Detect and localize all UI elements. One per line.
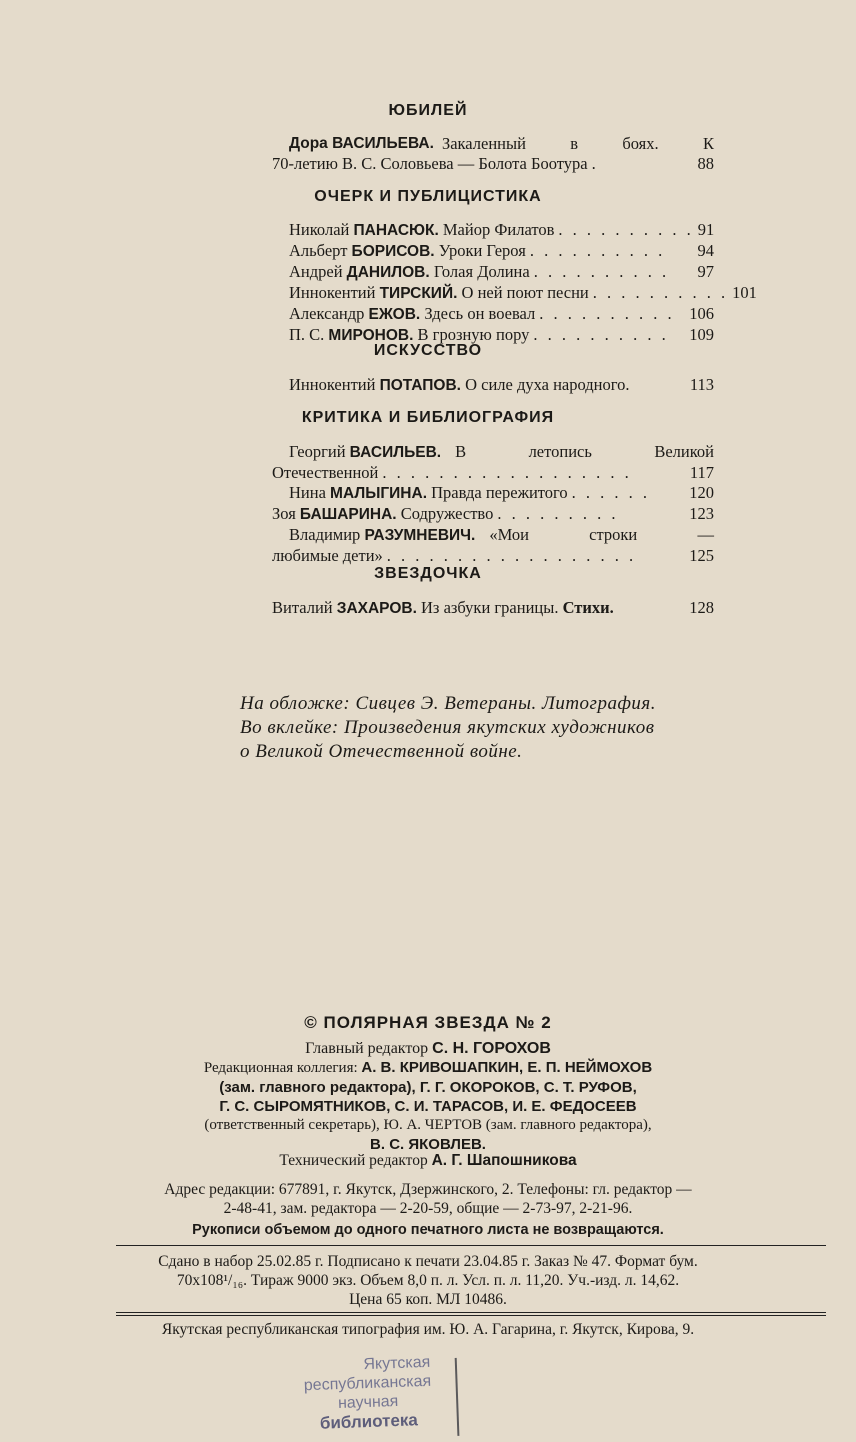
toc-title: В грозную пору <box>417 325 530 344</box>
toc-leader-dots: . . . . . . . . . . . . . . . . . . <box>382 463 632 482</box>
toc-line <box>272 463 714 483</box>
tech-editor-label: Технический редактор <box>279 1152 428 1169</box>
cover-note-line: На обложке: Сивцев Э. Ветераны. Литография. <box>240 693 657 714</box>
toc-line <box>272 598 714 619</box>
toc-author: ТИРСКИЙ. <box>379 285 458 302</box>
toc-page-number: 120 <box>689 483 714 502</box>
toc-page-number: 128 <box>689 598 714 617</box>
print-line: 70x108¹/₁₆. Тираж 9000 экз. Объем 8,0 п. л. Усл. п. л. 11,20. Уч.-изд. л. 14,62. <box>176 1272 680 1289</box>
toc-list-criticism <box>272 442 714 566</box>
toc-leader-dots: . . . . . . . . . <box>497 504 619 523</box>
toc-author-first: Николай <box>289 220 350 239</box>
toc-page-number: 97 <box>697 262 714 281</box>
toc-title: В летопись Великой <box>455 442 714 461</box>
print-line: Цена 65 коп. МЛ 10486. <box>349 1291 507 1308</box>
toc-author-first: Виталий <box>272 598 333 617</box>
toc-title: Уроки Героя <box>438 241 526 260</box>
toc-page-number: 101 <box>732 283 757 302</box>
toc-author: ПАНАСЮК. <box>353 222 439 239</box>
chief-editor-label: Главный редактор <box>305 1040 429 1057</box>
toc-author-first: Нина <box>289 483 326 502</box>
toc-line <box>272 304 714 325</box>
section-title-essay: ОЧЕРК И ПУБЛИЦИСТИКА <box>314 188 542 205</box>
toc-author: ДАНИЛОВ. <box>346 264 430 281</box>
toc-line <box>272 220 714 241</box>
stamp-line: библиотека <box>319 1410 419 1433</box>
toc-leader-dots: . . . . . . . . . . <box>592 283 729 302</box>
toc-title-cont: любимые дети» <box>272 546 383 565</box>
cover-note-line: Во вклейке: Произведения якутских художников <box>240 717 655 738</box>
divider-rule <box>116 1315 826 1316</box>
toc-leader-dots: . <box>591 154 599 173</box>
toc-author: МАЛЫГИНА. <box>330 485 427 502</box>
toc-author: БАШАРИНА. <box>299 506 397 523</box>
toc-title: Правда пережитого <box>431 483 568 502</box>
toc-list-essay <box>272 220 757 346</box>
toc-line <box>272 483 714 504</box>
toc-line <box>272 504 714 525</box>
print-details <box>0 1252 856 1309</box>
toc-author: ЕЖОВ. <box>368 306 421 323</box>
toc-title: Из азбуки границы. <box>421 598 559 617</box>
toc-title: 70-летию В. С. Соловьева — Болота Боотура <box>272 154 588 173</box>
toc-author-first: Александр <box>289 304 365 323</box>
toc-page-number: 123 <box>689 504 714 523</box>
toc-title: Голая Долина <box>433 262 530 281</box>
board-line <box>0 1058 856 1078</box>
toc-leader-dots <box>629 375 685 396</box>
board-members: А. В. КРИВОШАПКИН, Е. П. НЕЙМОХОВ <box>361 1059 653 1076</box>
toc-leader-dots: . . . . . . <box>571 483 651 502</box>
section-title-art: ИСКУССТВО <box>373 342 483 359</box>
toc-entry-jubilee <box>272 134 714 174</box>
toc-page-number: 113 <box>689 375 714 394</box>
toc-author: Дора ВАСИЛЬЕВА. <box>289 135 434 152</box>
toc-leader-dots: . . . . . . . . . . <box>529 241 666 260</box>
section-title-jubilee: ЮБИЛЕЙ <box>388 102 468 119</box>
toc-title: Здесь он воевал <box>424 304 536 323</box>
toc-author-first: Андрей <box>289 262 343 281</box>
toc-author-first: Альберт <box>289 241 348 260</box>
printer-line: Якутская республиканская типография им. Ю. А. Гагарина, г. Якутск, Кирова, 9. <box>161 1321 695 1338</box>
toc-title: «Мои строки — <box>489 525 714 544</box>
address-line: Адрес редакции: 677891, г. Якутск, Дзержинского, 2. Телефоны: гл. редактор — <box>164 1181 692 1198</box>
stamp-line: научная <box>337 1392 399 1413</box>
toc-leader-dots <box>614 598 685 619</box>
toc-line <box>272 375 714 396</box>
toc-title: Майор Филатов <box>442 220 555 239</box>
toc-author-first: Владимир <box>289 525 361 544</box>
board-line: В. С. ЯКОВЛЕВ. <box>370 1136 486 1153</box>
toc-author: БОРИСОВ. <box>351 243 435 260</box>
toc-author-first: П. С. <box>289 325 325 344</box>
toc-line <box>272 283 757 304</box>
stamp-line: Якутская <box>363 1353 431 1374</box>
cover-note <box>240 692 740 764</box>
toc-leader-dots: . . . . . . . . . . <box>558 220 694 239</box>
toc-title-cont: Отечественной <box>272 463 379 482</box>
toc-page-number: 125 <box>689 546 714 565</box>
toc-author-first: Иннокентий <box>289 375 376 394</box>
toc-author: МИРОНОВ. <box>328 327 414 344</box>
library-stamp <box>267 1352 470 1442</box>
toc-author: ВАСИЛЬЕВ. <box>349 444 442 461</box>
toc-page-number: 91 <box>697 220 715 239</box>
toc-page-number: 117 <box>689 463 714 482</box>
toc-line <box>272 442 714 463</box>
imprint-title: © ПОЛЯРНАЯ ЗВЕЗДА № 2 <box>304 1013 552 1032</box>
tech-editor-line <box>0 1152 856 1170</box>
toc-line <box>272 262 714 283</box>
toc-page-number: 94 <box>697 241 714 260</box>
divider-rule <box>116 1245 826 1246</box>
toc-author-first: Зоя <box>272 504 296 523</box>
board-label: Редакционная коллегия: <box>203 1060 358 1076</box>
toc-leader-dots: . . . . . . . . . . <box>533 262 670 281</box>
print-line: Сдано в набор 25.02.85 г. Подписано к печати 23.04.85 г. Заказ № 47. Формат бум. <box>158 1253 698 1270</box>
editorial-board <box>0 1058 856 1154</box>
chief-editor-line <box>0 1040 856 1058</box>
toc-line <box>272 134 714 154</box>
toc-author-first: Иннокентий <box>289 283 376 302</box>
toc-leader-dots: . . . . . . . . . . <box>533 325 669 344</box>
toc-line <box>272 546 714 566</box>
toc-author: ЗАХАРОВ. <box>336 600 417 617</box>
toc-author: ПОТАПОВ. <box>379 377 461 394</box>
toc-line <box>272 525 714 546</box>
toc-title: Содружество <box>400 504 494 523</box>
manuscripts-note: Рукописи объемом до одного печатного листа не возвращаются. <box>192 1222 664 1238</box>
toc-genre: Стихи. <box>562 598 614 617</box>
stamp-line: республиканская <box>303 1372 432 1395</box>
toc-page-number: 88 <box>697 154 714 173</box>
toc-author: РАЗУМНЕВИЧ. <box>364 527 476 544</box>
divider-rule <box>116 1312 826 1313</box>
cover-note-line: о Великой Отечественной войне. <box>240 741 523 762</box>
chief-editor-name: С. Н. ГОРОХОВ <box>432 1040 551 1057</box>
toc-entry-star <box>272 598 714 619</box>
toc-leader-dots: . . . . . . . . . . <box>539 304 675 323</box>
address-line: 2-48-41, зам. редактора — 2-20-59, общие — 2-73-97, 2-21-96. <box>223 1200 633 1217</box>
section-title-criticism: КРИТИКА И БИБЛИОГРАФИЯ <box>301 409 555 426</box>
toc-title: О силе духа народного. <box>465 375 630 394</box>
toc-title: О ней поют песни <box>461 283 589 302</box>
toc-page-number: 109 <box>689 325 714 344</box>
toc-line <box>272 241 714 262</box>
toc-page-number: 106 <box>689 304 714 323</box>
toc-entry-art <box>272 375 714 396</box>
toc-title: Закаленный в боях. К <box>441 134 714 153</box>
tech-editor-name: А. Г. Шапошникова <box>431 1152 577 1169</box>
board-line: (зам. главного редактора), Г. Г. ОКОРОКОВ, С. Т. РУФОВ, <box>219 1079 637 1096</box>
section-title-star: ЗВЕЗДОЧКА <box>374 565 482 582</box>
board-line: (ответственный секретарь), Ю. А. ЧЕРТОВ (зам. главного редактора), <box>204 1117 652 1133</box>
toc-leader-dots: . . . . . . . . . . . . . . . . . . <box>386 546 637 565</box>
toc-line <box>272 154 714 174</box>
board-line: Г. С. СЫРОМЯТНИКОВ, С. И. ТАРАСОВ, И. Е. ФЕДОСЕЕВ <box>219 1098 637 1115</box>
toc-author-first: Георгий <box>289 442 346 461</box>
address-block <box>0 1180 856 1218</box>
